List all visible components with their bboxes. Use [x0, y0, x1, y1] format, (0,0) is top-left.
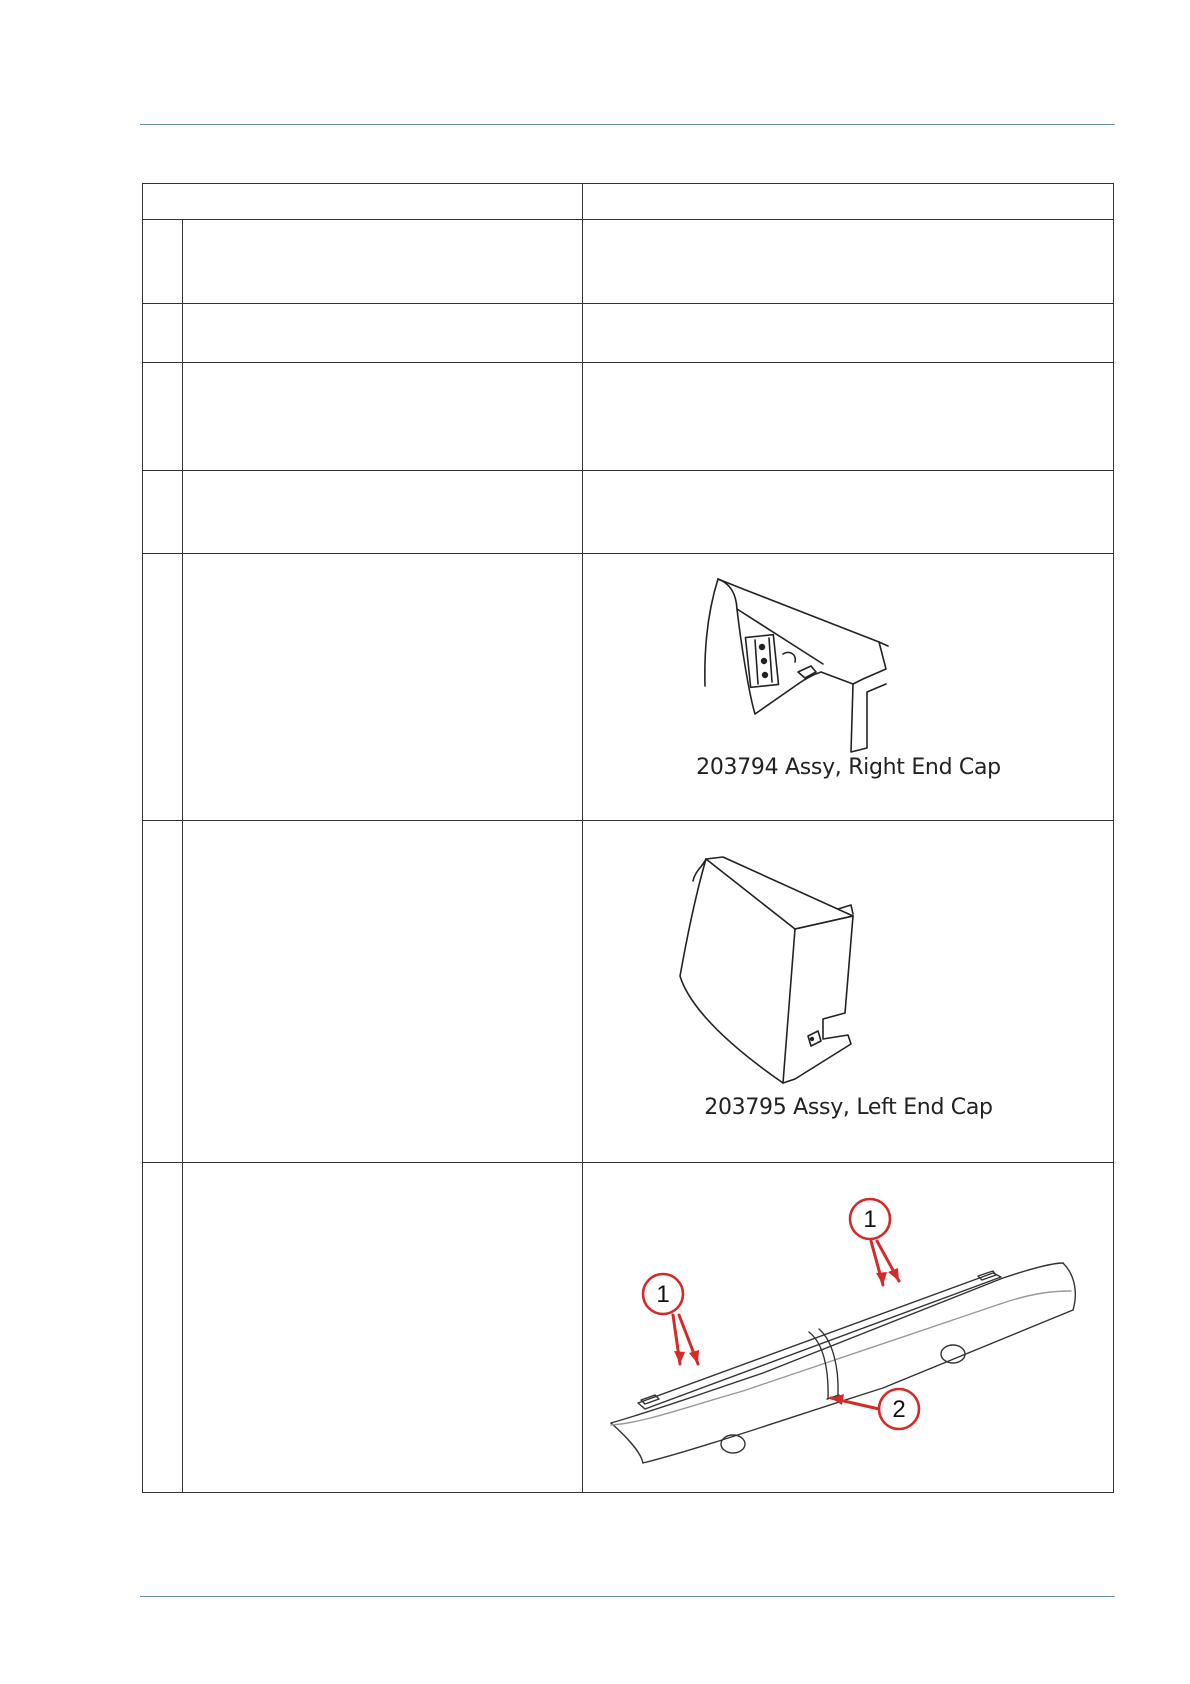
step-figure-cell — [583, 554, 1114, 821]
procedure-table — [142, 183, 1114, 1493]
callout-label: 1 — [656, 1281, 670, 1308]
step-figure-cell — [583, 363, 1114, 471]
step-action-cell — [183, 363, 583, 471]
table-row — [143, 220, 1114, 304]
left-end-cap-figure — [583, 821, 1114, 1162]
table-header-row — [143, 184, 1114, 220]
table-row — [143, 471, 1114, 554]
right-end-cap-caption: 203794 Assy, Right End Cap — [696, 755, 1001, 780]
right-end-cap-drawing — [583, 554, 1114, 820]
step-number-cell — [143, 363, 183, 471]
rail-assembly-figure — [583, 1163, 1114, 1492]
callout-label: 1 — [863, 1206, 877, 1233]
table-row — [143, 1163, 1114, 1493]
step-number-cell — [143, 821, 183, 1163]
footer-rule — [140, 1596, 1115, 1597]
step-figure-cell — [583, 220, 1114, 304]
step-figure-cell — [583, 1163, 1114, 1493]
callout-label: 2 — [892, 1396, 906, 1423]
step-number-cell — [143, 554, 183, 821]
step-action-cell — [183, 471, 583, 554]
header-rule — [140, 124, 1115, 125]
step-action-cell — [183, 554, 583, 821]
step-figure-cell — [583, 471, 1114, 554]
step-number-cell — [143, 220, 183, 304]
step-number-cell — [143, 471, 183, 554]
header-cell-figure — [583, 184, 1114, 220]
step-action-cell — [183, 220, 583, 304]
table-row — [143, 363, 1114, 471]
right-end-cap-figure — [583, 554, 1114, 820]
step-number-cell — [143, 1163, 183, 1493]
left-end-cap-caption: 203795 Assy, Left End Cap — [704, 1095, 993, 1120]
table-row — [143, 304, 1114, 363]
step-action-cell — [183, 304, 583, 363]
table-row — [143, 821, 1114, 1163]
step-figure-cell — [583, 821, 1114, 1163]
step-number-cell — [143, 304, 183, 363]
rail-assembly-drawing — [583, 1163, 1114, 1492]
table-row — [143, 554, 1114, 821]
step-action-cell — [183, 1163, 583, 1493]
step-figure-cell — [583, 304, 1114, 363]
header-cell-action — [143, 184, 583, 220]
step-action-cell — [183, 821, 583, 1163]
